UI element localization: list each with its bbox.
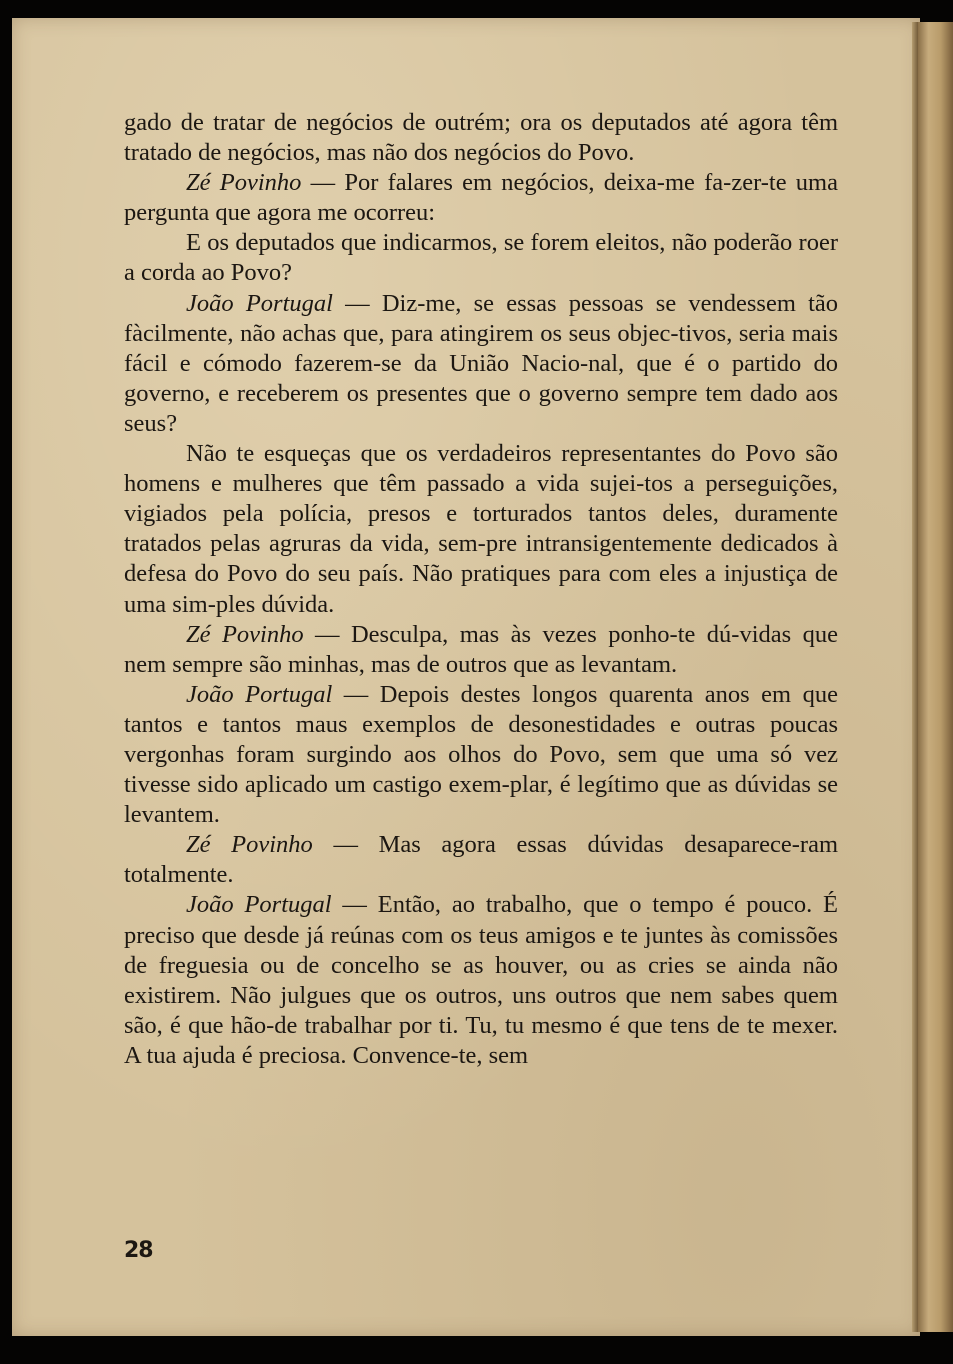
- paragraph-3: [124, 228, 838, 288]
- paragraph-text: Depois destes longos quarenta anos em que tantos e tantos maus exemplos de desonestidades e outras poucas vergonhas foram surgindo aos olhos do Povo, sem que uma só vez tivesse sido aplicado um castigo exem-plar, é legítimo que as dúvidas se levantem.: [124, 680, 838, 829]
- paragraph-text: Desculpa, mas às vezes ponho-te dú-vidas que nem sempre são minhas, mas de outros que as levantam.: [124, 620, 838, 678]
- speaker-name: Zé Povinho: [186, 831, 313, 859]
- paragraph-1: [124, 108, 838, 168]
- paragraph-8: [124, 830, 838, 890]
- paragraph-text: Mas agora essas dúvidas desaparece-ram totalmente.: [124, 831, 838, 889]
- paragraph-6: [124, 620, 838, 680]
- paragraph-2: [124, 168, 838, 228]
- speaker-separator: —: [301, 169, 345, 197]
- paragraph-9: [124, 890, 838, 1071]
- paragraph-5: [124, 439, 838, 620]
- speaker-name: Zé Povinho: [186, 169, 302, 197]
- page-number: 28: [124, 1238, 153, 1263]
- speaker-name: João Portugal: [186, 289, 333, 317]
- speaker-separator: —: [331, 891, 378, 919]
- speaker-separator: —: [332, 289, 382, 317]
- page-text: [124, 108, 838, 1071]
- speaker-name: João Portugal: [186, 891, 332, 919]
- paragraph-text: Por falares em negócios, deixa-me fa-zer-te uma pergunta que agora me ocorreu:: [124, 169, 838, 227]
- book-spine: [918, 22, 953, 1332]
- paragraph-4: [124, 289, 838, 439]
- speaker-name: João Portugal: [186, 680, 333, 708]
- speaker-separator: —: [303, 620, 351, 648]
- paragraph-7: [124, 680, 838, 830]
- paragraph-text: E os deputados que indicarmos, se forem eleitos, não poderão roer a corda ao Povo?: [124, 229, 838, 287]
- speaker-separator: —: [312, 831, 379, 859]
- paragraph-text: Não te esqueças que os verdadeiros representantes do Povo são homens e mulheres que têm passado a vida sujei-tos a perseguições, vigiados pela polícia, presos e torturados tantos deles, duramente tratados pelas agruras da vida, sem-pre intransigentemente dedicados à defesa do Povo do seu país. Não pratiques para com eles a injustiça de uma sim-ples dúvida.: [124, 440, 838, 618]
- speaker-name: Zé Povinho: [186, 620, 304, 648]
- speaker-separator: —: [332, 680, 380, 708]
- paragraph-text: gado de tratar de negócios de outrém; ora os deputados até agora têm tratado de negócios, mas não dos negócios do Povo.: [124, 109, 838, 167]
- paragraph-text: Diz-me, se essas pessoas se vendessem tão fàcilmente, não achas que, para atingirem os seus objec-tivos, seria mais fácil e cómodo fazerem-se da União Nacio-nal, que é o partido do governo, e receberem os presentes que o governo sempre tem dado aos seus?: [124, 289, 839, 437]
- paragraph-text: Então, ao trabalho, que o tempo é pouco. É preciso que desde já reúnas com os teus amigos e te juntes às comissões de freguesia ou de concelho se as houver, ou as cries se ainda não existirem. Não julgues que os outros, uns outros que nem sabes quem são, é que hão-de trabalhar por ti. Tu, tu mesmo é que tens de te mexer. A tua ajuda é preciosa. Convence-te, sem: [124, 891, 839, 1069]
